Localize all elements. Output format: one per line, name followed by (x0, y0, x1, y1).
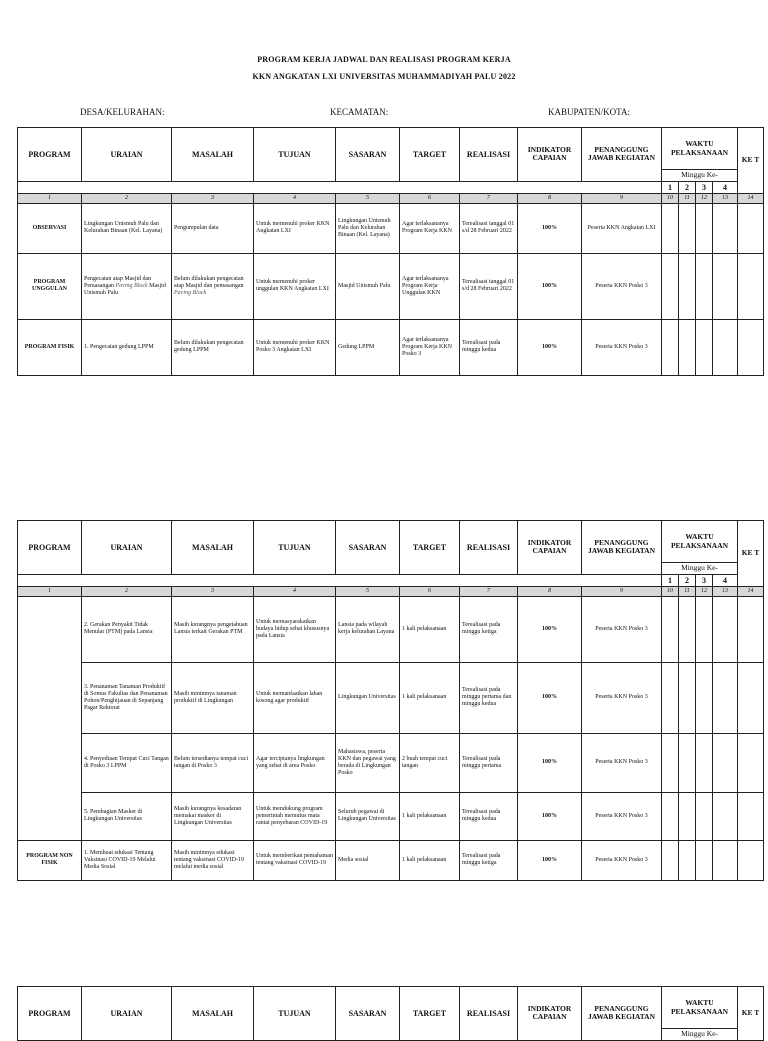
row-tujuan: Agar terciptanya lingkungan yang sehat di area Posko (254, 733, 336, 792)
row-masalah: Masih kurangnya kesadaran memakai masker di Lingkungan Universitas (172, 792, 254, 840)
row-indikator: 100% (518, 733, 582, 792)
colnum: 13 (713, 586, 738, 596)
row-target: Agar terlaksananya Program Kerja KKN (400, 203, 460, 253)
row-tujuan: Untuk memenuhi proker KKN Angkatan LXI (254, 203, 336, 253)
header-target: TARGET (400, 521, 460, 575)
row-penanggung: Peserta KKN Angkatan LXI (582, 203, 662, 253)
row-target: 1 kali pelaksanaan (400, 840, 460, 880)
row-uraian (82, 253, 172, 319)
row-program: PROGRAM FISIK (18, 319, 82, 375)
colnum: 7 (460, 193, 518, 203)
colnum: 14 (738, 586, 764, 596)
row-sasaran: Gedung LPPM (336, 319, 400, 375)
masalah-text: Belum dilakukan pengecatan atap Masjid dan pemasangan (174, 275, 244, 289)
uraian-italic: Paving Block (115, 282, 148, 289)
row-masalah: Belum tersedianya tempat cuci tangan di Posko 3 (172, 733, 254, 792)
table-row (18, 319, 764, 375)
colnum: 4 (254, 586, 336, 596)
row-sasaran: Lingkungan Unismuh Palu dan Kelurahan Binaan (Kel. Layana) (336, 203, 400, 253)
desa-label: DESA/KELURAHAN: (80, 107, 165, 117)
header-minggu: Minggu Ke- (662, 170, 738, 182)
header-minggu: Minggu Ke- (662, 563, 738, 575)
kabupaten-label: KABUPATEN/KOTA: (548, 107, 630, 117)
week-1: 1 (662, 574, 679, 586)
header-indikator: INDIKATOR CAPAIAN (518, 987, 582, 1041)
header-masalah: MASALAH (172, 128, 254, 182)
row-target: 1 kali pelaksanaan (400, 792, 460, 840)
colnum: 14 (738, 193, 764, 203)
row-sasaran: Media sosial (336, 840, 400, 880)
table-row (18, 792, 764, 840)
header-sasaran: SASARAN (336, 128, 400, 182)
row-target: 1 kali pelaksanaan (400, 596, 460, 662)
row-target: 1 kali pelaksanaan (400, 662, 460, 733)
colnum: 10 (662, 193, 679, 203)
header-waktu: WAKTU PELAKSANAAN (662, 128, 738, 170)
header-row (18, 521, 764, 563)
masalah-italic: Paving Block (174, 289, 207, 296)
table-row (18, 840, 764, 880)
colnum: 9 (582, 586, 662, 596)
program-table-1 (17, 127, 764, 376)
colnum: 12 (696, 193, 713, 203)
colnum: 3 (172, 586, 254, 596)
colnum: 3 (172, 193, 254, 203)
header-tujuan: TUJUAN (254, 987, 336, 1041)
header-target: TARGET (400, 987, 460, 1041)
header-penanggung: PENANGGUNG JAWAB KEGIATAN (582, 128, 662, 182)
row-realisasi: Terealisasi pada minggu kedua (460, 792, 518, 840)
header-ket: KE T (738, 521, 764, 587)
week-2: 2 (679, 181, 696, 193)
row-penanggung: Peserta KKN Posko 3 (582, 840, 662, 880)
row-masalah: Pengumpulan data (172, 203, 254, 253)
header-penanggung: PENANGGUNG JAWAB KEGIATAN (582, 521, 662, 575)
row-target: Agar terlaksananya Program Kerja KKN Posko 3 (400, 319, 460, 375)
row-indikator: 100% (518, 203, 582, 253)
row-tujuan: Untuk mendukung program pemerintah memutus mata rantai penyebaran COVID-19 (254, 792, 336, 840)
row-sasaran: Mahasiswa, peserta KKN dan pegawai yang berada di Lingkungan Posko (336, 733, 400, 792)
header-penanggung: PENANGGUNG JAWAB KEGIATAN (582, 987, 662, 1041)
row-masalah: Masih minimnya edukasi tentang vaksinasi COVID-19 melalui media sosial (172, 840, 254, 880)
kecamatan-label: KECAMATAN: (330, 107, 389, 117)
row-penanggung: Peserta KKN Posko 3 (582, 662, 662, 733)
row-sasaran: Masjid Unismuh Palu (336, 253, 400, 319)
column-number-row (18, 586, 764, 596)
row-penanggung: Peserta KKN Posko 3 (582, 253, 662, 319)
row-uraian: 4. Penyediaan Tempat Cuci Tangan di Posko 3 LPPM (82, 733, 172, 792)
week-4: 4 (713, 574, 738, 586)
header-realisasi: REALISASI (460, 128, 518, 182)
week-1: 1 (662, 181, 679, 193)
row-uraian: Lingkungan Unismuh Palu dan Kelurahan Binaan (Kel. Layana) (82, 203, 172, 253)
row-indikator: 100% (518, 840, 582, 880)
colnum: 11 (679, 586, 696, 596)
row-sasaran: Seluruh pegawai di Lingkungan Universitas (336, 792, 400, 840)
row-realisasi: Terealisasi tanggal 01 s/d 28 Februari 2022 (460, 253, 518, 319)
colnum: 2 (82, 193, 172, 203)
week-3: 3 (696, 574, 713, 586)
header-realisasi: REALISASI (460, 987, 518, 1041)
header-indikator: INDIKATOR CAPAIAN (518, 128, 582, 182)
row-tujuan: Untuk memberikan pemahaman tentang vaksinasi COVID-19 (254, 840, 336, 880)
colnum: 5 (336, 586, 400, 596)
header-row (18, 987, 764, 1029)
colnum: 11 (679, 193, 696, 203)
table-row (18, 733, 764, 792)
row-indikator: 100% (518, 662, 582, 733)
column-number-row (18, 193, 764, 203)
colnum: 2 (82, 586, 172, 596)
header-ket: KE T (738, 128, 764, 194)
row-program: PROGRAM NON FISIK (18, 840, 82, 880)
row-uraian: 2. Gerakan Penyakit Tidak Menular (PTM) pada Lansia (82, 596, 172, 662)
colnum: 4 (254, 193, 336, 203)
row-masalah: Belum dilakukan pengecatan gedung LPPM (172, 319, 254, 375)
row-indikator: 100% (518, 253, 582, 319)
row-target: 2 buah tempat cuci tangan (400, 733, 460, 792)
row-penanggung: Peserta KKN Posko 3 (582, 319, 662, 375)
header-masalah: MASALAH (172, 987, 254, 1041)
header-waktu: WAKTU PELAKSANAAN (662, 521, 738, 563)
row-realisasi: Terealisasi pada minggu ketiga (460, 596, 518, 662)
header-program: PROGRAM (18, 128, 82, 182)
header-program: PROGRAM (18, 521, 82, 575)
doc-title-line1: PROGRAM KERJA JADWAL DAN REALISASI PROGRAM KERJA (257, 55, 511, 64)
row-realisasi: Terealisasi pada minggu ketiga (460, 840, 518, 880)
row-program: PROGRAM UNGGULAN (18, 253, 82, 319)
row-sasaran: Lansia pada wilayah kerja kelurahan Layana (336, 596, 400, 662)
colnum: 12 (696, 586, 713, 596)
row-realisasi: Terealisasi pada minggu pertama (460, 733, 518, 792)
program-table-3 (17, 986, 764, 1041)
row-uraian: 1. Membuat edukasi Tentang Vaksinasi COVID-19 Melalui Media Sosial (82, 840, 172, 880)
row-tujuan: Untuk memenuhi proker unggulan KKN Angkatan LXI (254, 253, 336, 319)
row-tujuan: Untuk memenuhi proker KKN Posko 3 Angkatan LXI (254, 319, 336, 375)
header-uraian: URAIAN (82, 521, 172, 575)
row-indikator: 100% (518, 792, 582, 840)
table-row (18, 253, 764, 319)
table-row (18, 203, 764, 253)
week-3: 3 (696, 181, 713, 193)
header-uraian: URAIAN (82, 987, 172, 1041)
header-minggu: Minggu Ke- (662, 1029, 738, 1041)
row-masalah (172, 253, 254, 319)
row-penanggung: Peserta KKN Posko 3 (582, 733, 662, 792)
header-uraian: URAIAN (82, 128, 172, 182)
row-sasaran: Lingkungan Universitas (336, 662, 400, 733)
row-program: OBSERVASI (18, 203, 82, 253)
row-realisasi: Terealisasi pada minggu pertama dan minggu kedua (460, 662, 518, 733)
row-indikator: 100% (518, 319, 582, 375)
row-tujuan: Untuk memanfaatkan lahan kosong agar produktif (254, 662, 336, 733)
row-realisasi: Terealisasi pada minggu kedua (460, 319, 518, 375)
header-tujuan: TUJUAN (254, 521, 336, 575)
header-sasaran: SASARAN (336, 987, 400, 1041)
colnum: 9 (582, 193, 662, 203)
header-indikator: INDIKATOR CAPAIAN (518, 521, 582, 575)
header-tujuan: TUJUAN (254, 128, 336, 182)
colnum: 8 (518, 193, 582, 203)
header-ket: KE T (738, 987, 764, 1041)
uraian-text: Masjid Unismuh Palu (84, 282, 166, 296)
colnum: 1 (18, 193, 82, 203)
colnum: 5 (336, 193, 400, 203)
header-realisasi: REALISASI (460, 521, 518, 575)
week-2: 2 (679, 574, 696, 586)
table-row (18, 662, 764, 733)
row-masalah: Masih minimnya tanaman produktif di Lingkungan (172, 662, 254, 733)
table-row (18, 596, 764, 662)
row-target: Agar terlaksananya Program Kerja Unggulan KKN (400, 253, 460, 319)
row-tujuan: Untuk memasyarakatkan budaya hidup sehat khususnya pada Lansia (254, 596, 336, 662)
row-uraian: 5. Pembagian Masker di Lingkungan Universitas (82, 792, 172, 840)
colnum: 6 (400, 193, 460, 203)
row-uraian: 3. Penanaman Tanaman Produktif di Somus Fakultas dan Penanaman Pohon/Penghijauan di Sepanjang Pagar Rektorat (82, 662, 172, 733)
header-waktu: WAKTU PELAKSANAAN (662, 987, 738, 1029)
row-uraian: 1. Pengecatan gedung LPPM (82, 319, 172, 375)
row-realisasi: Terealisasi tanggal 01 s/d 28 Februari 2022 (460, 203, 518, 253)
doc-title-line2: KKN ANGKATAN LXI UNIVERSITAS MUHAMMADIYAH PALU 2022 (252, 72, 516, 81)
colnum: 8 (518, 586, 582, 596)
colnum: 13 (713, 193, 738, 203)
row-masalah: Masih kurangnya pengetahuan Lansia terkait Gerakan PTM (172, 596, 254, 662)
uraian-text: Pengecatan atap Masjid dan Pemasangan (84, 275, 152, 289)
header-masalah: MASALAH (172, 521, 254, 575)
colnum: 6 (400, 586, 460, 596)
colnum: 10 (662, 586, 679, 596)
colnum: 1 (18, 586, 82, 596)
colnum: 7 (460, 586, 518, 596)
program-table-2 (17, 520, 764, 881)
week-4: 4 (713, 181, 738, 193)
row-penanggung: Peserta KKN Posko 3 (582, 596, 662, 662)
row-indikator: 100% (518, 596, 582, 662)
header-sasaran: SASARAN (336, 521, 400, 575)
header-program: PROGRAM (18, 987, 82, 1041)
header-target: TARGET (400, 128, 460, 182)
header-row (18, 128, 764, 170)
row-penanggung: Peserta KKN Posko 3 (582, 792, 662, 840)
